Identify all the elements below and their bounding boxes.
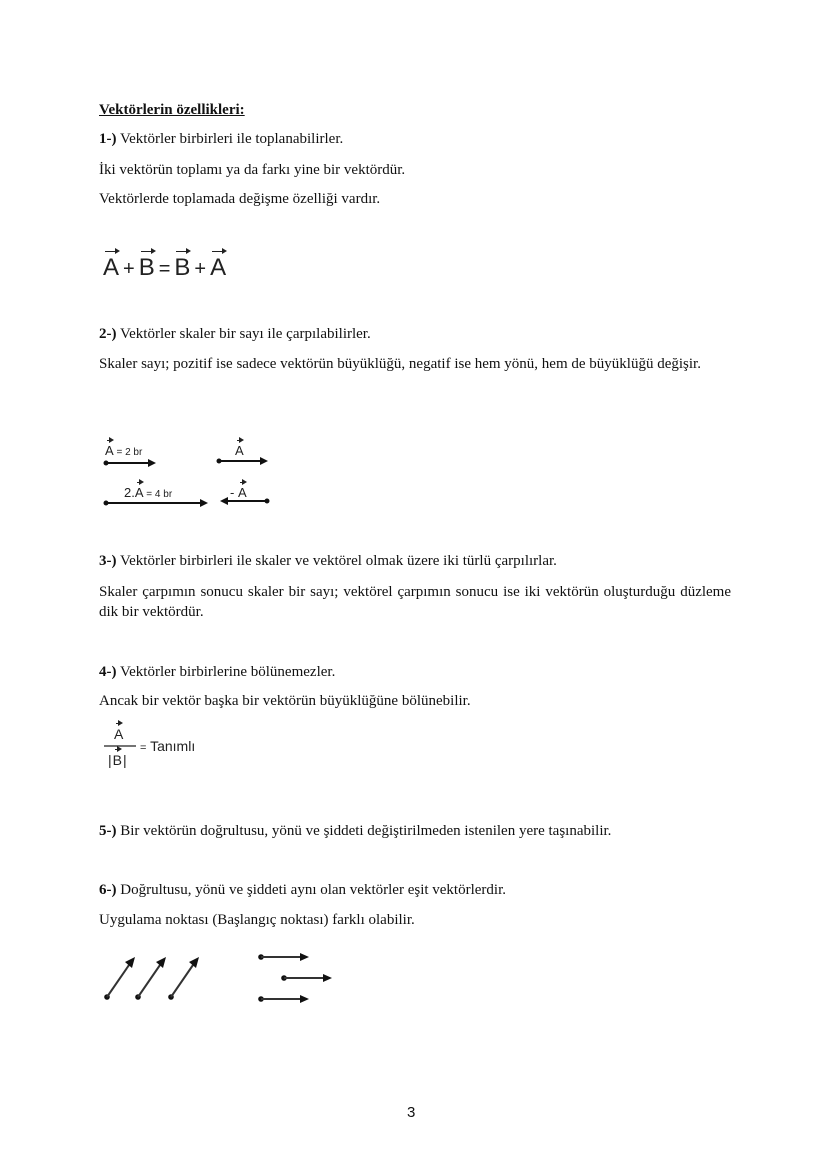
section-number: 5-) xyxy=(99,823,117,839)
label-2a-4br: 2.A = 4 br xyxy=(124,485,173,500)
vector-b: B xyxy=(138,254,156,281)
fraction-result: = Tanımlı xyxy=(140,738,196,754)
page-title: Vektörlerin özellikleri: xyxy=(99,102,245,118)
fraction-denominator: |B| xyxy=(108,752,127,768)
section-heading-text: Vektörler birbirlerine bölünemezler. xyxy=(119,664,336,680)
section-number: 6-) xyxy=(99,882,117,898)
section-heading-text: Bir vektörün doğrultusu, yönü ve şiddeti değiştirilmeden istenilen yere taşınabilir. xyxy=(120,823,612,839)
section-heading-text: Vektörler birbirleri ile skaler ve vektörel olmak üzere iki türlü çarpılırlar. xyxy=(119,553,557,569)
label-a-right: A xyxy=(235,443,244,458)
section-number: 2-) xyxy=(99,326,117,342)
section-4-line-1: Ancak bir vektör başka bir vektörün büyüklüğüne bölünebilir. xyxy=(99,693,471,709)
plus-sign: + xyxy=(123,258,136,280)
section-heading-text: Vektörler birbirleri ile toplanabilirler. xyxy=(119,131,344,147)
section-3-paragraph: Skaler çarpımın sonucu skaler bir sayı; vektörel çarpımın sonucu ise iki vektörün oluşturduğu düzleme dik bir vektördür. xyxy=(99,584,731,620)
vector-a: A xyxy=(103,254,121,281)
section-number: 4-) xyxy=(99,664,117,680)
vector-a: A xyxy=(210,254,228,281)
section-number: 3-) xyxy=(99,553,117,569)
label-a-2br: A = 2 br xyxy=(105,443,143,458)
section-heading-text: Vektörler skaler bir sayı ile çarpılabilirler. xyxy=(119,326,371,342)
page-number: 3 xyxy=(407,1104,416,1121)
section-1-line-1: İki vektörün toplamı ya da farkı yine bir vektördür. xyxy=(99,162,406,178)
section-number: 1-) xyxy=(99,131,117,147)
fraction-numerator: A xyxy=(114,726,124,742)
section-6-line-1: Uygulama noktası (Başlangıç noktası) farklı olabilir. xyxy=(99,912,415,928)
label-negative-a: - A xyxy=(230,485,247,500)
equals-sign: = xyxy=(158,258,172,280)
plus-sign: + xyxy=(194,258,208,280)
section-heading-text: Doğrultusu, yönü ve şiddeti aynı olan vektörler eşit vektörlerdir. xyxy=(120,882,507,898)
section-1-line-2: Vektörlerde toplamada değişme özelliği vardır. xyxy=(99,191,381,207)
vector-b: B xyxy=(174,254,192,281)
section-2-paragraph: Skaler sayı; pozitif ise sadece vektörün büyüklüğü, negatif ise hem yönü, hem de büyüklüğü değişir. xyxy=(99,356,701,372)
